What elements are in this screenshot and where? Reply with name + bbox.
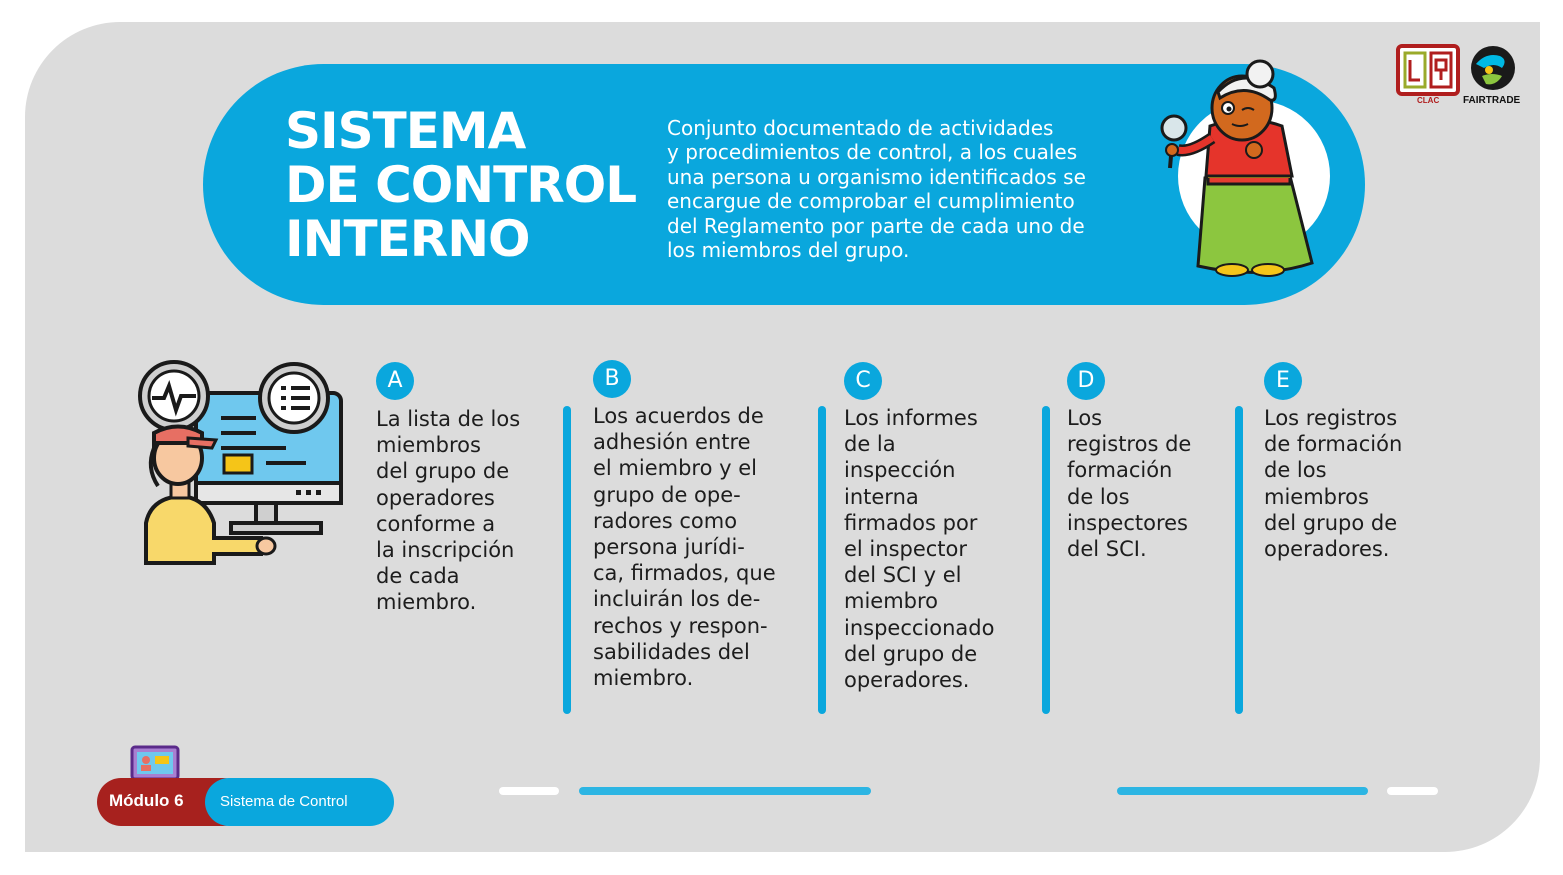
item-line: el miembro y el — [593, 456, 757, 481]
column-divider — [818, 406, 826, 714]
item-line: ca, firmados, que — [593, 561, 776, 586]
description-line: los miembros del grupo. — [667, 238, 910, 263]
title-line: INTERNO — [285, 210, 530, 268]
item-letter-badge: E — [1264, 362, 1302, 400]
item-line: interna — [844, 484, 919, 509]
description-line: encargue de comprobar el cumplimiento — [667, 189, 1075, 214]
item-line: operadores — [376, 485, 495, 510]
item-line: operadores. — [844, 668, 970, 693]
title-line: SISTEMA — [285, 102, 526, 160]
item-line: adhesión entre — [593, 430, 751, 455]
item-c-text — [844, 405, 994, 693]
item-line: incluirán los de- — [593, 587, 761, 612]
item-line: inspeccionado — [844, 615, 995, 640]
item-b-text — [593, 403, 776, 691]
description-line: Conjunto documentado de actividades — [667, 116, 1054, 140]
column-divider — [1235, 406, 1243, 714]
item-line: Los informes — [844, 406, 978, 430]
item-line: de la — [844, 432, 896, 457]
module-topic-pill — [205, 778, 394, 826]
item-line: miembros — [376, 433, 481, 458]
item-line: Los registros — [1264, 406, 1398, 430]
item-line: miembro. — [376, 590, 477, 615]
column-divider — [563, 406, 571, 714]
item-line: La lista de los — [376, 407, 521, 431]
item-line: el inspector — [844, 537, 968, 562]
computer-worker-illustration — [136, 358, 346, 568]
item-line: del SCI. — [1067, 537, 1147, 562]
item-d-text — [1067, 405, 1191, 562]
description-line: del Reglamento por parte de cada uno de — [667, 213, 1085, 238]
item-letter-badge: C — [844, 362, 882, 400]
footer-line — [499, 787, 559, 795]
item-line: Los — [1067, 406, 1103, 430]
item-line: conforme a — [376, 511, 496, 536]
item-line: miembro. — [593, 666, 694, 691]
item-line: registros de — [1067, 432, 1192, 457]
module-label: Módulo 6 — [109, 791, 184, 810]
item-line: sabilidades del — [593, 639, 750, 664]
footer-line — [1117, 787, 1368, 795]
description-line: y procedimientos de control, a los cuales — [667, 140, 1078, 165]
item-line: persona jurídi- — [593, 535, 745, 560]
footer-line — [579, 787, 871, 795]
item-line: del SCI y el — [844, 563, 962, 588]
item-line: inspectores — [1067, 510, 1188, 535]
header-description — [667, 116, 1167, 262]
column-divider — [1042, 406, 1050, 714]
item-line: del grupo de — [1264, 510, 1398, 535]
item-line: rechos y respon- — [593, 613, 768, 638]
item-line: grupo de ope- — [593, 482, 741, 507]
module-topic: Sistema de Control — [220, 793, 348, 810]
item-line: operadores. — [1264, 537, 1390, 562]
item-line: miembro — [844, 589, 939, 614]
item-a-text — [376, 406, 520, 616]
item-line: Los acuerdos de — [593, 404, 764, 428]
item-line: miembros — [1264, 484, 1369, 509]
item-e-text — [1264, 405, 1402, 562]
footer-line — [1387, 787, 1438, 795]
fairtrade-label: FAIRTRADE — [1463, 95, 1521, 106]
item-letter-badge: A — [376, 362, 414, 400]
item-line: del grupo de — [844, 641, 978, 666]
item-letter-badge: B — [593, 360, 631, 398]
item-line: del grupo de — [376, 459, 510, 484]
item-line: radores como — [593, 508, 738, 533]
item-letter-badge: D — [1067, 362, 1105, 400]
item-line: inspección — [844, 458, 956, 483]
clac-label: CLAC — [1417, 96, 1440, 105]
item-line: la inscripción — [376, 538, 515, 563]
description-line: una persona u organismo identificados se — [667, 164, 1086, 189]
title-line: DE CONTROL — [285, 156, 637, 214]
clac-logo — [1398, 46, 1458, 94]
fairtrade-logo — [1471, 46, 1515, 90]
item-line: de formación — [1264, 432, 1403, 457]
item-line: de los — [1264, 458, 1327, 483]
item-line: de cada — [376, 564, 460, 589]
item-line: de los — [1067, 484, 1130, 509]
item-line: firmados por — [844, 510, 978, 535]
inspector-woman-illustration — [1150, 58, 1330, 288]
page-title — [285, 104, 636, 266]
item-line: formación — [1067, 458, 1173, 483]
